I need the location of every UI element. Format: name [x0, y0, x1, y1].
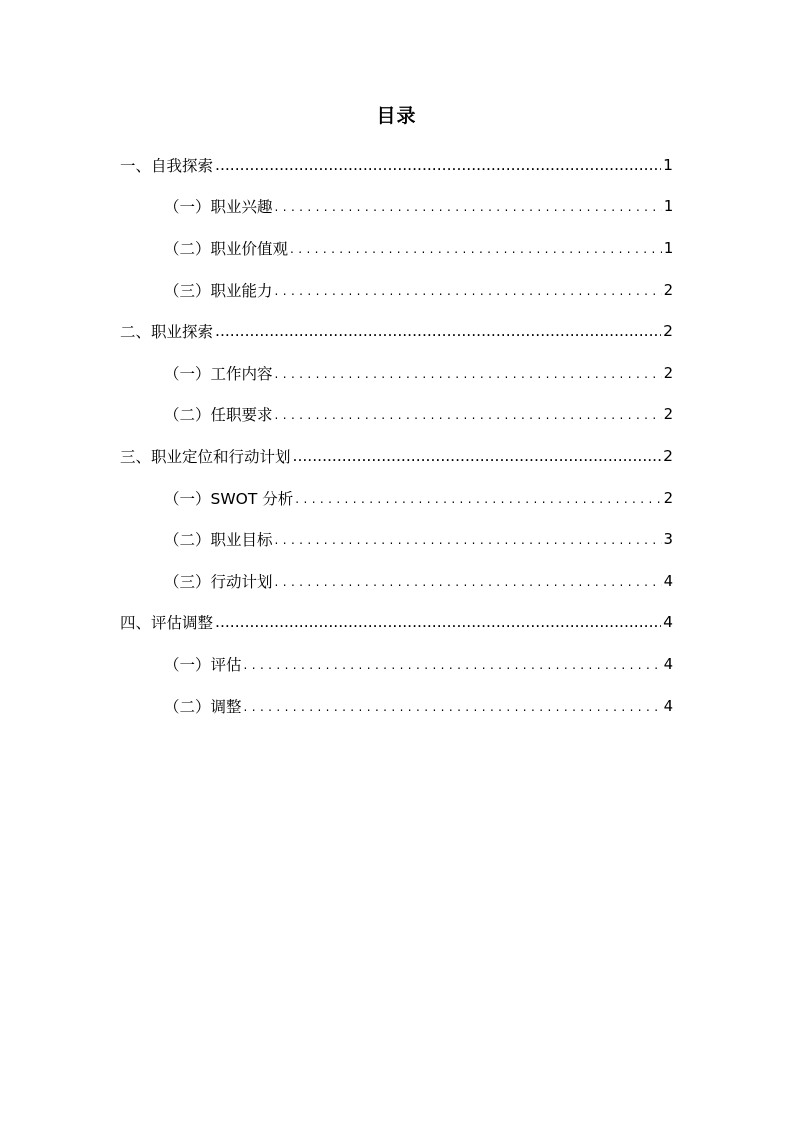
- toc-entry[interactable]: [120, 144, 673, 186]
- toc-entry-page: 2: [663, 322, 673, 341]
- toc-entry-page: 4: [663, 696, 673, 715]
- toc-entry[interactable]: [120, 560, 673, 602]
- toc-entry-label: 二、职业探索: [120, 323, 214, 342]
- toc-entry[interactable]: [120, 310, 673, 352]
- toc-entry-label: （一）工作内容: [164, 364, 273, 383]
- toc-entry-label: 四、评估调整: [120, 614, 214, 633]
- toc-entry-label: （一）职业兴趣: [164, 198, 273, 217]
- toc-leader-dots: [290, 239, 662, 257]
- toc-entry-label: 一、自我探索: [120, 156, 214, 175]
- toc-entry-page: 2: [663, 446, 673, 465]
- toc-entry[interactable]: [120, 435, 673, 477]
- toc-entry-label: （一）评估: [164, 655, 242, 674]
- toc-leader-dots: [275, 405, 662, 423]
- toc-entry[interactable]: [120, 227, 673, 269]
- toc-entry-label: 三、职业定位和行动计划: [120, 447, 291, 466]
- toc-leader-dots: [215, 613, 661, 631]
- toc-entry-page: 2: [663, 405, 673, 424]
- toc-leader-dots: [244, 655, 662, 673]
- toc-entry-page: 3: [663, 530, 673, 549]
- toc-entry[interactable]: [120, 394, 673, 436]
- toc-entry-label: （二）调整: [164, 697, 242, 716]
- toc-leader-dots: [275, 572, 662, 590]
- toc-entry-label: （二）任职要求: [164, 406, 273, 425]
- toc-list: [120, 144, 673, 726]
- toc-entry-page: 2: [663, 363, 673, 382]
- toc-leader-dots: [244, 697, 662, 715]
- toc-title: 目录: [376, 105, 417, 127]
- toc-entry-page: 1: [663, 238, 673, 257]
- toc-entry-page: 2: [663, 488, 673, 507]
- toc-entry-page: 1: [663, 197, 673, 216]
- toc-leader-dots: [215, 156, 661, 174]
- toc-entry-label: （三）行动计划: [164, 572, 273, 591]
- toc-entry-page: 4: [663, 571, 673, 590]
- toc-entry[interactable]: [120, 186, 673, 228]
- toc-entry-page: 4: [663, 613, 673, 632]
- toc-entry[interactable]: [120, 685, 673, 727]
- toc-leader-dots: [275, 364, 662, 382]
- toc-leader-dots: [275, 281, 662, 299]
- toc-entry-page: 4: [663, 654, 673, 673]
- toc-entry[interactable]: [120, 602, 673, 644]
- toc-leader-dots: [275, 530, 662, 548]
- toc-entry[interactable]: [120, 518, 673, 560]
- toc-entry-label: （二）职业目标: [164, 531, 273, 550]
- toc-entry-label: （一）SWOT 分析: [164, 489, 294, 508]
- toc-entry-page: 1: [663, 155, 673, 174]
- toc-entry[interactable]: [120, 352, 673, 394]
- toc-entry-label: （二）职业价值观: [164, 239, 289, 258]
- toc-leader-dots: [295, 489, 661, 507]
- toc-entry[interactable]: [120, 643, 673, 685]
- toc-leader-dots: [215, 322, 661, 340]
- toc-entry-page: 2: [663, 280, 673, 299]
- toc-entry[interactable]: [120, 269, 673, 311]
- toc-entry[interactable]: [120, 477, 673, 519]
- toc-leader-dots: [275, 197, 662, 215]
- toc-leader-dots: [293, 447, 662, 465]
- toc-entry-label: （三）职业能力: [164, 281, 273, 300]
